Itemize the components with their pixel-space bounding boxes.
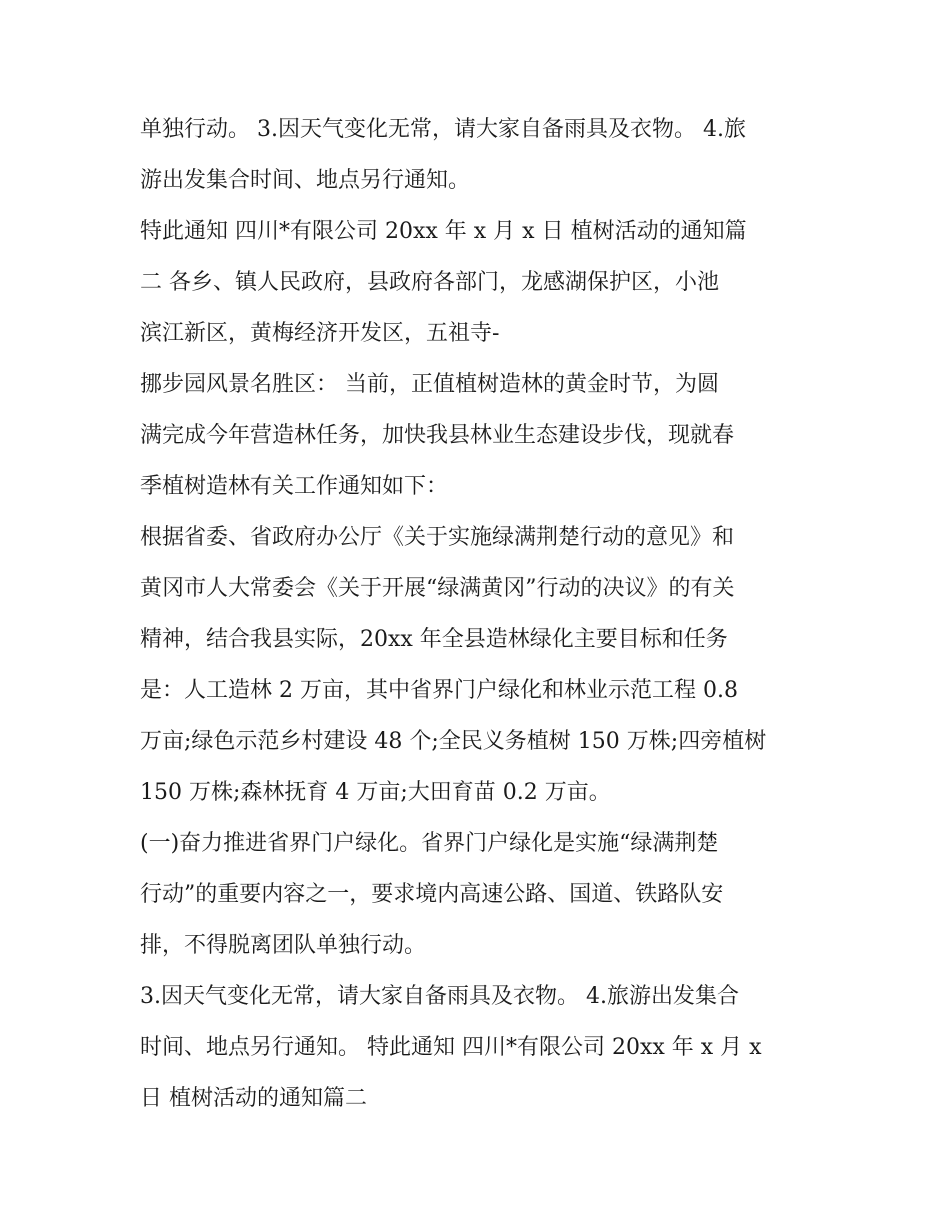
text-line: 排，不得脱离团队单独行动。 — [140, 933, 427, 958]
text-line: 挪步园风景名胜区： 当前，正值植树造林的黄金时节，为圆 — [140, 372, 719, 397]
text-line: 满完成今年营造林任务，加快我县林业生态建设步伐，现就春 — [140, 423, 735, 448]
text-line: (一)奋力推进省界门户绿化。省界门户绿化是实施“绿满荆楚 — [140, 831, 719, 856]
text-line: 150 万株;森林抚育 4 万亩;大田育苗 0.2 万亩。 — [140, 780, 611, 805]
text-line: 滨江新区，黄梅经济开发区，五祖寺- — [140, 321, 500, 346]
text-line: 游出发集合时间、地点另行通知。 — [140, 168, 471, 193]
text-line: 万亩;绿色示范乡村建设 48 个;全民义务植树 150 万株;四旁植树 — [140, 729, 767, 754]
text-line: 是：人工造林 2 万亩，其中省界门户绿化和林业示范工程 0.8 — [140, 678, 738, 703]
text-line: 行动”的重要内容之一，要求境内高速公路、国道、铁路队安 — [140, 882, 724, 907]
document-body — [140, 104, 820, 1124]
text-line: 特此通知 四川*有限公司 20xx 年 x 月 x 日 植树活动的通知篇 — [140, 219, 747, 244]
text-line: 单独行动。 3.因天气变化无常，请大家自备雨具及衣物。 4.旅 — [140, 117, 746, 142]
text-line: 精神，结合我县实际，20xx 年全县造林绿化主要目标和任务 — [140, 627, 728, 652]
text-line: 二 各乡、镇人民政府，县政府各部门，龙感湖保护区，小池 — [140, 270, 719, 295]
text-line: 黄冈市人大常委会《关于开展“绿满黄冈”行动的决议》的有关 — [140, 576, 735, 601]
text-line: 时间、地点另行通知。 特此通知 四川*有限公司 20xx 年 x 月 x — [140, 1035, 762, 1060]
text-line: 根据省委、省政府办公厅《关于实施绿满荆楚行动的意见》和 — [140, 525, 735, 550]
text-line: 季植树造林有关工作通知如下： — [140, 474, 449, 499]
text-line: 3.因天气变化无常，请大家自备雨具及衣物。 4.旅游出发集合 — [140, 984, 739, 1009]
text-line: 日 植树活动的通知篇二 — [140, 1086, 367, 1111]
